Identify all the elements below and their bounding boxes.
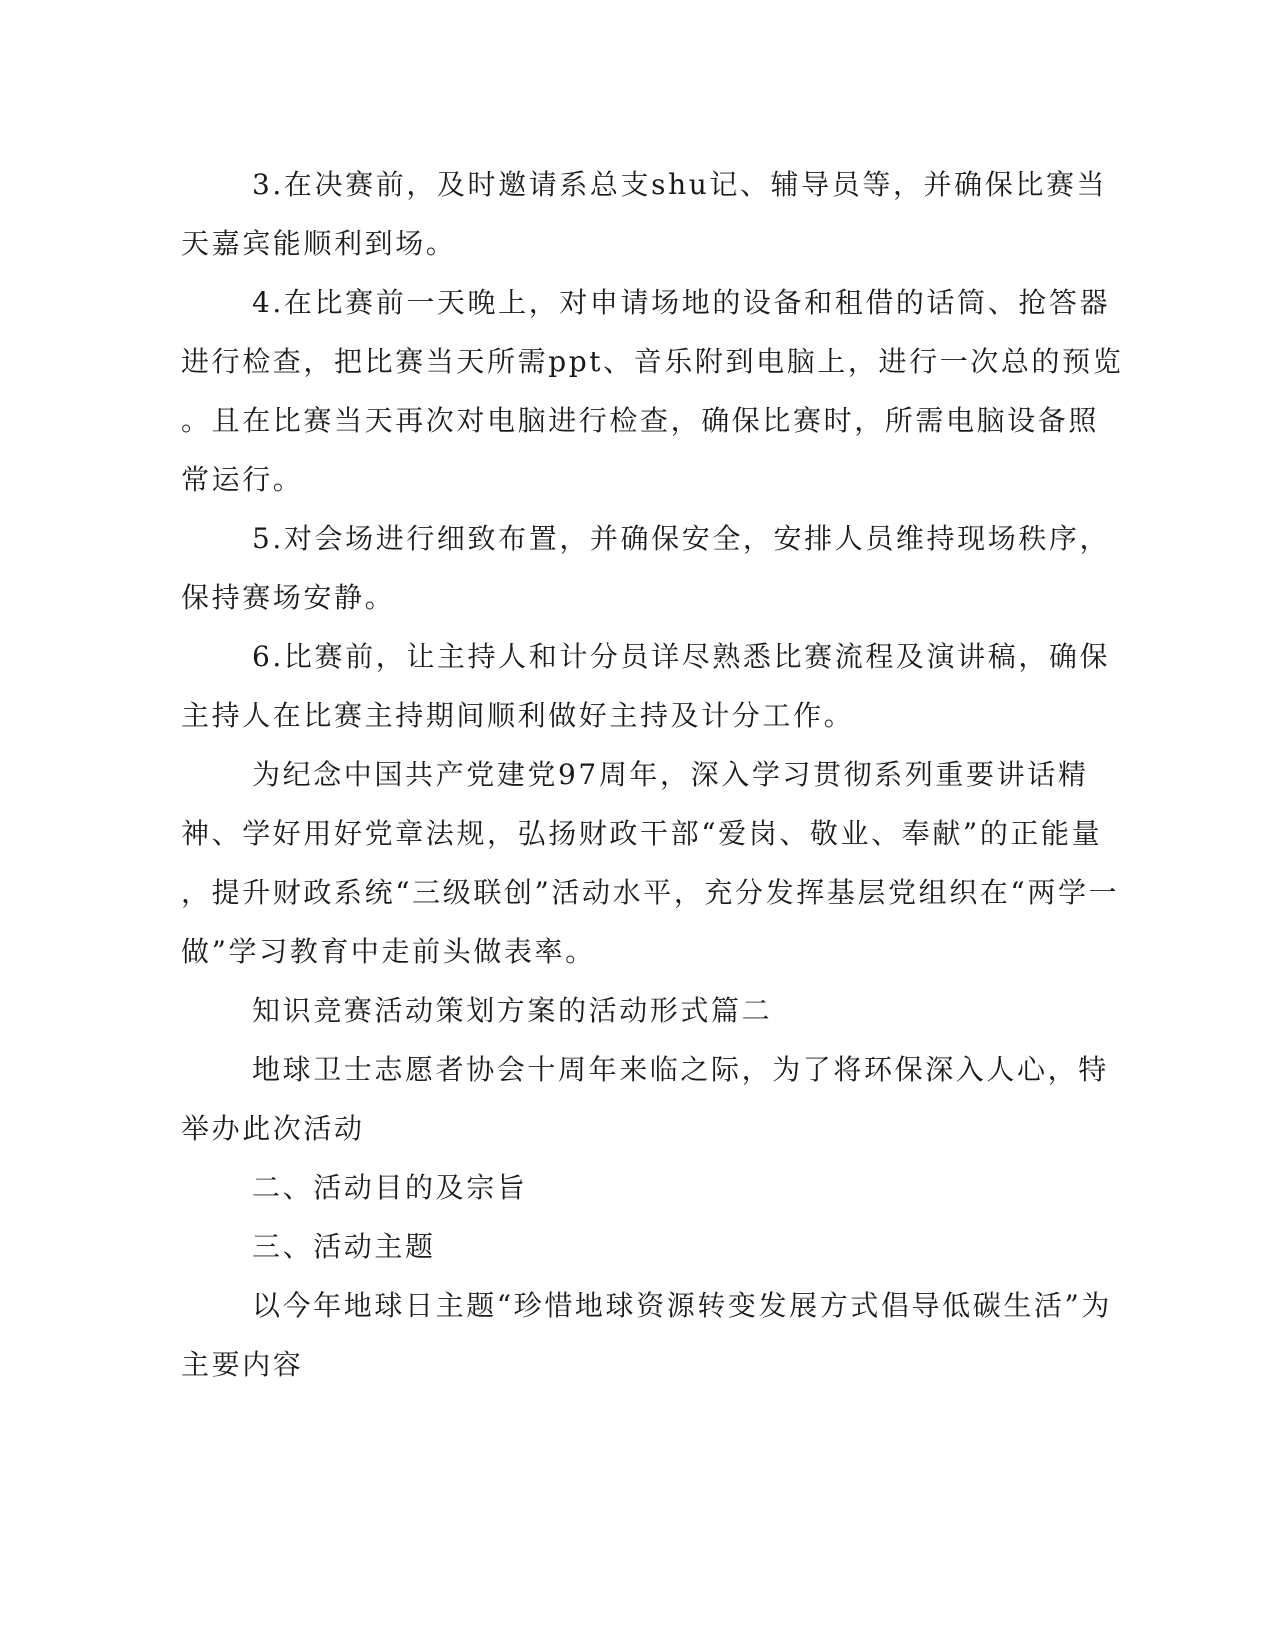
paragraph-4-line-4: 常运行。: [181, 463, 304, 496]
paragraph-4-line-2: 进行检查，把比赛当天所需ppt、音乐附到电脑上，进行一次总的预览: [181, 345, 1124, 378]
paragraph-party-line-3: ，提升财政系统“三级联创”活动水平，充分发挥基层党组织在“两学一: [181, 876, 1120, 909]
subheading-purpose: 二、活动目的及宗旨: [252, 1171, 528, 1204]
paragraph-3-line-2: 天嘉宾能顺利到场。: [181, 227, 457, 260]
section-heading: 知识竞赛活动策划方案的活动形式篇二: [252, 994, 773, 1027]
paragraph-4-line-1: 4.在比赛前一天晚上，对申请场地的设备和租借的话筒、抢答器: [252, 286, 1111, 319]
paragraph-4-line-3: 。且在比赛当天再次对电脑进行检查，确保比赛时，所需电脑设备照: [181, 404, 1100, 437]
paragraph-6-line-1: 6.比赛前，让主持人和计分员详尽熟悉比赛流程及演讲稿，确保: [252, 640, 1111, 673]
paragraph-5-line-2: 保持赛场安静。: [181, 581, 396, 614]
paragraph-6-line-2: 主持人在比赛主持期间顺利做好主持及计分工作。: [181, 699, 855, 732]
paragraph-theme-line-1: 以今年地球日主题“珍惜地球资源转变发展方式倡导低碳生活”为: [252, 1289, 1113, 1322]
paragraph-party-line-4: 做”学习教育中走前头做表率。: [181, 935, 596, 968]
document-body: [181, 155, 1124, 1394]
paragraph-party-line-2: 神、学好用好党章法规，弘扬财政干部“爱岗、敬业、奉献”的正能量: [181, 817, 1103, 850]
paragraph-intro-line-1: 地球卫士志愿者协会十周年来临之际，为了将环保深入人心，特: [252, 1053, 1109, 1086]
paragraph-theme-line-2: 主要内容: [181, 1348, 304, 1381]
paragraph-5-line-1: 5.对会场进行细致布置，并确保安全，安排人员维持现场秩序，: [252, 522, 1111, 555]
paragraph-party-line-1: 为纪念中国共产党建党97周年，深入学习贯彻系列重要讲话精: [252, 758, 1089, 791]
paragraph-3-line-1: 3.在决赛前，及时邀请系总支shu记、辅导员等，并确保比赛当: [252, 168, 1108, 201]
paragraph-intro-line-2: 举办此次活动: [181, 1112, 365, 1145]
subheading-theme: 三、活动主题: [252, 1230, 436, 1263]
